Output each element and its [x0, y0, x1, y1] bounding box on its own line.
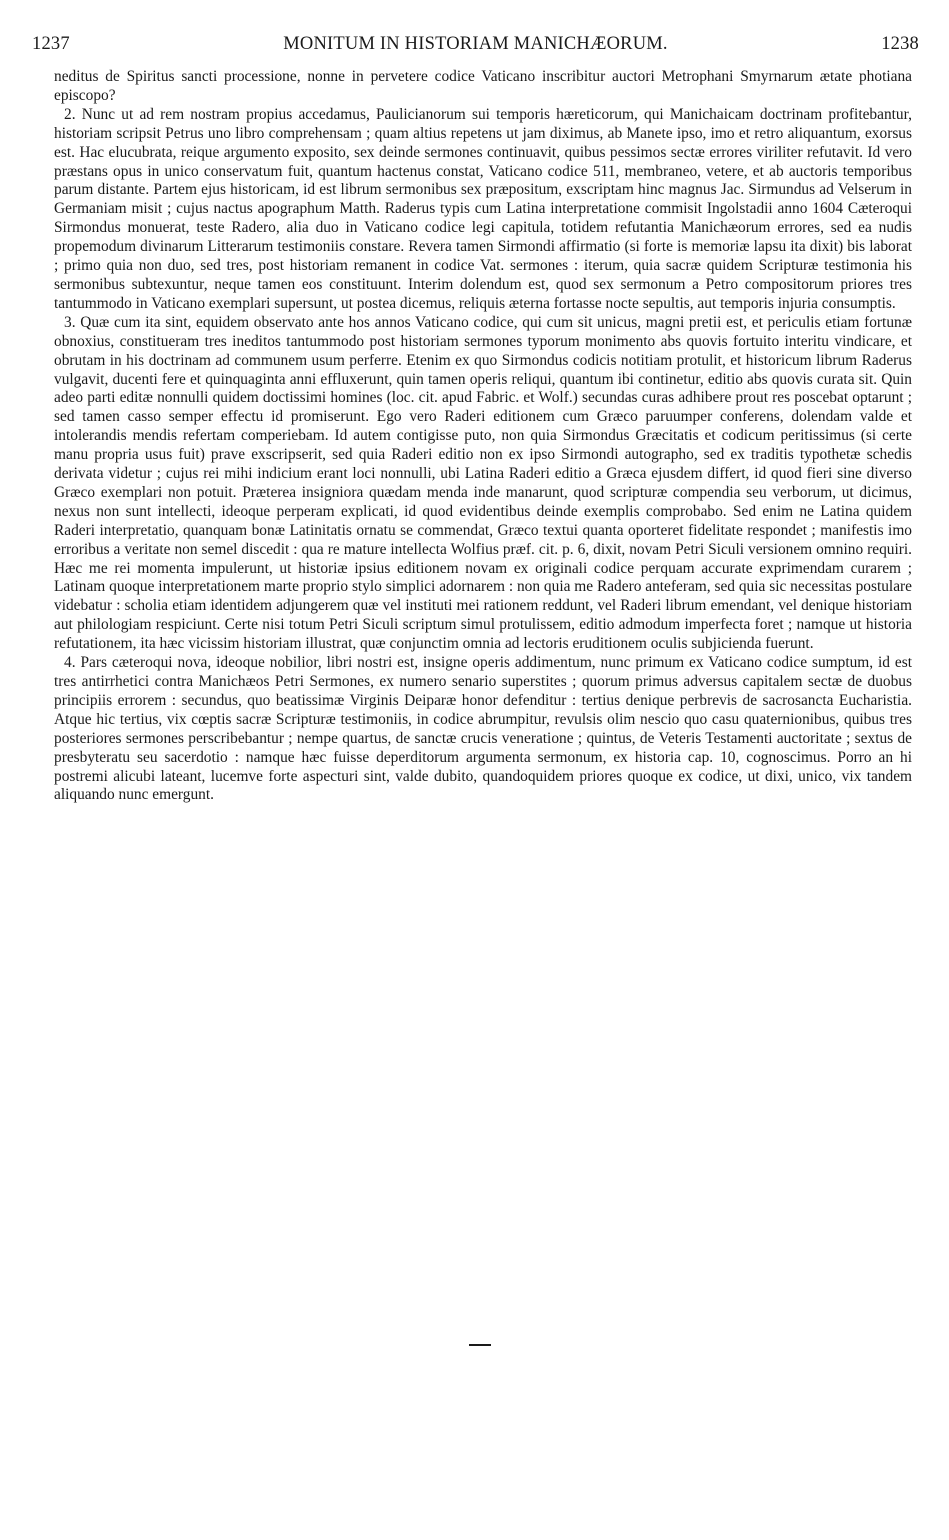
- running-title: MONITUM IN HISTORIAM MANICHÆORUM.: [283, 34, 668, 54]
- running-header: [32, 34, 919, 58]
- body-text: [54, 68, 912, 805]
- page-number-left: 1237: [32, 34, 70, 54]
- paragraph-4: 4. Pars cæteroqui nova, ideoque nobilior, libri nostri est, insigne operis addimentum, nunc primum ex Vaticano codice sumptum, id est tres antirrhetici contra Manichæos Petri Sermones, ex numero senario superstites ; quorum primus adversus capitalem sectæ de duobus principiis errorem : secundus, quo beatissimæ Virginis Deiparæ honor defenditur : tertius denique perbrevis de sacrosancta Eucharistia. Atque hic tertius, vix cœptis sacræ Scripturæ testimoniis, in codice abrumpitur, revulsis olim nescio quo casu quaternionibus, quibus tres posteriores sermones perscribebantur ; nempe quartus, de sanctæ crucis veneratione ; quintus, de Veteris Testamenti auctoritate ; sextus de presbyteratu seu sacerdotio : namque hæc fuisse deperditorum argumenta sermonum, ex historia cap. 10, cognoscimus. Porro an hi postremi alicubi lateant, lucemve forte aspecturi sint, valde dubito, quandoquidem priores quoque ex codice, ut dixi, unico, vix tandem aliquando nunc emergunt.: [54, 654, 912, 804]
- page-number-right: 1238: [881, 34, 919, 54]
- paragraph-3: 3. Quæ cum ita sint, equidem observato ante hos annos Vaticano codice, qui cum sit unicus, magni pretii est, et periculis etiam fortunæ obnoxius, constitueram tres ineditos tantummodo post historiam sermones typorum monimento abs quovis fortuito interitu vindicare, et obrutam in his doctrinam ad communem usum perferre. Etenim ex quo Sirmondus codicis notitiam protulit, et historicum librum Raderus vulgavit, ducenti fere et quinquaginta anni effluxerunt, quin tamen operis reliqui, quantum ibi continetur, editio abs quovis curata sit. Quin adeo parti editæ nonnulli quidem doctissimi homines (loc. cit. apud Fabric. et Wolf.) secundas curas adhibere prout res poscebat optarunt ; sed tamen casso semper effectu id promiserunt. Ego vero Raderi editionem cum Græco paruumper conferens, dolendam valde et intolerandis mendis refertam comperiebam. Id autem contigisse puto, non quia Sirmondus Græcitatis et codicum peritissimus (si certe manu propria usus fuit) prave exscripserit, sed quia Raderi editio non ex ipso Sirmondi autographo, sed ex traditis typothetæ schedis derivata videtur ; cujus rei mihi indicium erant loci nonnulli, ubi Latina Raderi editio a Græca ejusdem differt, id quod fieri sine diverso Græco exemplari non potuit. Præterea insigniora quædam menda inde manarunt, quod scripturæ compendia seu verborum, ut dicimus, nexus non sunt intellecti, ideoque perperam explicati, id quod evidentibus deinde exemplis comprobabo. Sed enim ne Latina quidem Raderi interpretatio, quanquam bonæ Latinitatis ornatu se commendat, Græco textui quanta oporteret fidelitate respondet ; manifestis imo erroribus a veritate non semel discedit : qua re mature intellecta Wolfius præf. cit. p. 6, dixit, novam Petri Siculi versionem omnino requiri. Hæc me rei momenta impulerunt, ut historiæ ipsius editionem novam ex originali codice perquam accurate exprimendam curarem ; Latinam quoque interpretationem marte proprio stylo simplici adornarem : non quia me Radero anteferam, sed quia sic necessitas postulare videbatur : scholia etiam identidem adjungerem quæ vel instituti mei rationem reddunt, vel Raderi librum emendant, vel denique historiam aut philologiam respiciunt. Certe nisi totum Petri Siculi scriptum simul protulissem, editio admodum imperfecta foret ; namque ut historia refutationem, ita hæc vicissim historiam illustrat, quæ conjunctim omnia ad lectoris eruditionem oculis subjicienda fuerunt.: [54, 313, 912, 653]
- closing-rule: [469, 1344, 491, 1346]
- paragraph-continuation: neditus de Spiritus sancti processione, nonne in pervetere codice Vaticano inscribitur auctori Metrophani Smyrnarum ætate photiana episcopo?: [54, 68, 912, 104]
- paragraph-2: 2. Nunc ut ad rem nostram propius accedamus, Paulicianorum sui temporis hæreticorum, qui Manichaicam doctrinam profitebantur, historiam scripsit Petrus uno libro comprehensam ; quam altius repetens ut jam diximus, ab Manete ipso, imo et retro aliquantum, exorsus est. Hac elucubrata, reique argumento exposito, sex deinde sermones continuavit, quibus pessimos sectæ errores viriliter refutavit. Id vero præstans opus in unico conservatum fuit, quantum hactenus constat, Vaticano codice 511, membraneo, vetere, et ab auctoris temporibus parum distante. Partem ejus historicam, id est librum sermonibus sex præpositum, exscriptam hinc magnus Jac. Sirmundus ad Velserum in Germaniam misit ; cujus nactus apographum Matth. Raderus typis cum Latina interpretatione commisit Ingolstadii anno 1604 Cæteroqui Sirmondus monuerat, teste Radero, alia duo in Vaticano codice legi capitula, totidem refutantia Manichæorum errores, sed ea nudis propemodum divinarum Litterarum testimoniis constare. Revera tamen Sirmondi affirmatio (si forte is memoriæ lapsu ita dixit) bis laborat ; primo quia non duo, sed tres, post historiam remanent in codice Vat. sermones : iterum, quia sacræ quidem Scripturæ testimonia his sermonibus subtexuntur, neque tamen eos constituunt. Interim dolendum est, quod sex sermonum a Petro compositorum priores tres tantummodo in Vaticano exemplari supersunt, ut postea dicemus, reliquis æterna fortasse nocte sepultis, aut temporis injuria consumptis.: [54, 105, 912, 312]
